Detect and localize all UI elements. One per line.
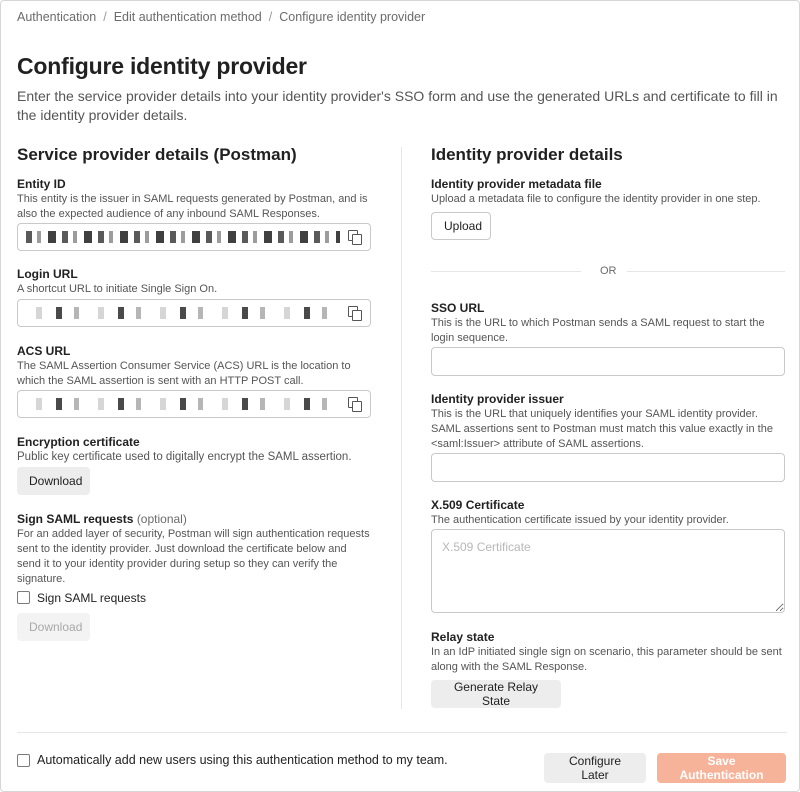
download-encryption-certificate-button[interactable]: Download xyxy=(17,467,90,495)
breadcrumb-item-authentication[interactable]: Authentication xyxy=(17,10,97,24)
issuer-help: This is the URL that uniquely identifies your SAML identity provider. SAML assertions sent to Postman must match this value exactly in the <saml:Issuer> attribute of SAML assertions. xyxy=(431,408,773,450)
encryption-certificate-label: Encryption certificate xyxy=(17,435,140,449)
configure-later-button[interactable]: Configure Later xyxy=(544,753,646,783)
sso-url-help: This is the URL to which Postman sends a SAML request to start the login sequence. xyxy=(431,317,765,344)
redacted-value xyxy=(26,231,340,243)
sign-saml-label xyxy=(17,512,187,526)
auto-add-users-checkbox[interactable] xyxy=(17,754,30,767)
sso-url-label: SSO URL xyxy=(431,301,485,315)
page-description: Enter the service provider details into your identity provider's SSO form and use the generated URLs and certificate to fill in the identity provider details. xyxy=(17,88,778,123)
login-url-help: A shortcut URL to initiate Single Sign On. xyxy=(17,283,218,295)
sign-saml-checkbox[interactable] xyxy=(17,591,30,604)
breadcrumb-item-current: Configure identity provider xyxy=(279,10,426,24)
metadata-file-help: Upload a metadata file to configure the identity provider in one step. xyxy=(431,193,761,205)
save-authentication-button[interactable]: Save Authentication xyxy=(657,753,786,783)
entity-id-help: This entity is the issuer in SAML requests generated by Postman, and is also the expected audience of any inbound SAML Responses. xyxy=(17,193,368,220)
metadata-file-label: Identity provider metadata file xyxy=(431,177,602,191)
acs-url-help: The SAML Assertion Consumer Service (ACS) URL is the location to which the SAML assertion is sent with an HTTP POST call. xyxy=(17,360,351,387)
redacted-value xyxy=(26,307,340,319)
or-divider-right xyxy=(627,271,785,272)
breadcrumb xyxy=(17,10,425,24)
breadcrumb-separator: / xyxy=(103,10,107,24)
download-signing-certificate-button[interactable]: Download xyxy=(17,613,90,641)
acs-url-field[interactable] xyxy=(17,390,371,418)
certificate-textarea[interactable] xyxy=(431,529,785,613)
redacted-value xyxy=(26,398,340,410)
column-divider xyxy=(401,147,402,709)
certificate-help: The authentication certificate issued by your identity provider. xyxy=(431,514,729,526)
relay-state-help: In an IdP initiated single sign on scenario, this parameter should be sent along with the SAML Response. xyxy=(431,646,782,673)
login-url-field[interactable] xyxy=(17,299,371,327)
certificate-label: X.509 Certificate xyxy=(431,498,525,512)
sign-saml-help: For an added layer of security, Postman will sign authentication requests sent to the identity provider. Just download the certificate below and send it to your identity provider during setup so they can verify the signature. xyxy=(17,528,370,585)
entity-id-label: Entity ID xyxy=(17,177,66,191)
or-divider-left xyxy=(431,271,581,272)
acs-url-label: ACS URL xyxy=(17,344,71,358)
entity-id-field[interactable] xyxy=(17,223,371,251)
copy-icon[interactable] xyxy=(348,306,362,320)
copy-icon[interactable] xyxy=(348,230,362,244)
issuer-input[interactable] xyxy=(431,453,785,482)
relay-state-label: Relay state xyxy=(431,630,495,644)
or-divider-text: OR xyxy=(600,265,617,277)
upload-metadata-button[interactable]: Upload xyxy=(431,212,491,240)
page-title: Configure identity provider xyxy=(17,53,307,79)
breadcrumb-separator: / xyxy=(268,10,273,24)
sign-saml-label-text: Sign SAML requests xyxy=(17,512,134,526)
sign-saml-checkbox-label[interactable]: Sign SAML requests xyxy=(37,591,146,605)
encryption-certificate-help: Public key certificate used to digitally encrypt the SAML assertion. xyxy=(17,451,352,463)
breadcrumb-item-edit-method[interactable]: Edit authentication method xyxy=(113,10,262,24)
copy-icon[interactable] xyxy=(348,397,362,411)
footer-divider xyxy=(17,732,787,733)
issuer-label: Identity provider issuer xyxy=(431,392,564,406)
sso-url-input[interactable] xyxy=(431,347,785,376)
identity-provider-title: Identity provider details xyxy=(431,145,623,164)
login-url-label: Login URL xyxy=(17,267,78,281)
generate-relay-state-button[interactable]: Generate Relay State xyxy=(431,680,561,708)
auto-add-users-label[interactable]: Automatically add new users using this authentication method to my team. xyxy=(37,753,448,767)
service-provider-title: Service provider details (Postman) xyxy=(17,145,297,164)
optional-tag: (optional) xyxy=(136,512,187,526)
